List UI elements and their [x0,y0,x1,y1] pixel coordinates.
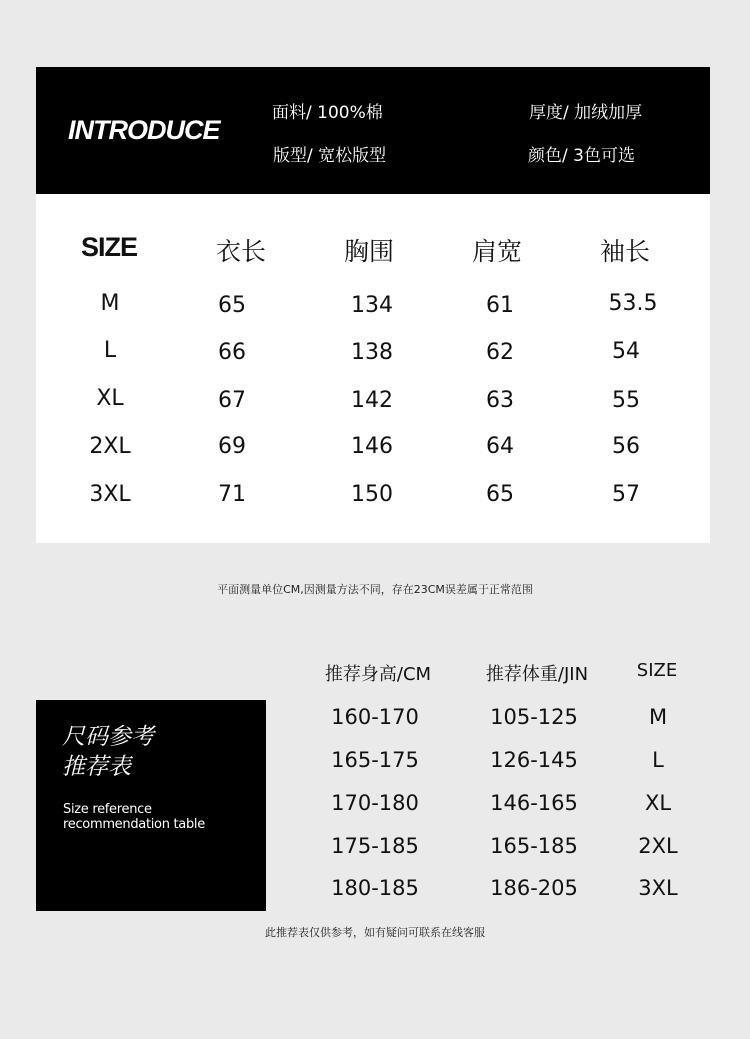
recommendation-cell: XL [644,791,672,815]
size-chart-cell: 69 [218,434,246,459]
size-chart-header: 袖长 [599,237,650,266]
size-reference-panel [36,700,266,911]
reference-title-line: 尺码参考 [62,724,154,750]
intro-title: INTRODUCE [68,115,220,145]
size-chart-cell: 150 [351,482,393,507]
recommendation-cell: L [652,748,664,772]
recommendation-header: 推荐身高/CM [324,664,432,685]
recommendation-cell: 186-205 [490,876,578,900]
size-chart-cell: 65 [218,293,246,318]
size-chart-table [36,194,710,543]
size-chart-cell: 65 [486,482,514,507]
size-chart-cell: 64 [486,434,514,459]
recommendation-cell: 160-170 [331,705,419,729]
recommendation-cell: 180-185 [331,876,419,900]
size-chart-cell: 67 [218,388,246,413]
color-spec: 颜色/ 3色可选 [528,146,635,166]
measurement-note: 平面测量单位CM,因测量方法不同，存在23CM误差属于正常范围 [217,583,533,596]
size-chart-cell: 54 [612,339,640,364]
size-chart-cell: L [103,338,117,363]
size-chart-cell: M [100,291,120,316]
recommendation-cell: 105-125 [490,705,578,729]
size-chart-cell: 63 [486,388,514,413]
size-chart-header: 胸围 [343,237,394,266]
reference-title [62,722,154,782]
intro-banner [36,67,710,194]
size-chart-cell: XL [96,386,124,411]
size-chart-header: 肩宽 [471,237,522,266]
recommendation-cell: 165-175 [331,748,419,772]
recommendation-header: SIZE [636,660,678,681]
size-chart-cell: 57 [612,482,640,507]
size-chart-cell: 146 [351,434,393,459]
size-chart-cell: 55 [612,388,640,413]
recommendation-header: 推荐体重/JIN [485,664,589,685]
fit-spec: 版型/ 宽松版型 [273,146,387,166]
recommendation-cell: 2XL [638,834,678,858]
size-chart-cell: 3XL [89,482,131,507]
recommendation-cell: 170-180 [331,791,419,815]
size-chart-cell: 56 [612,434,640,459]
size-chart-cell: 2XL [89,434,131,459]
recommendation-cell: M [648,705,668,729]
recommendation-cell: 165-185 [490,834,578,858]
recommendation-note: 此推荐表仅供参考，如有疑问可联系在线客服 [265,926,485,939]
size-chart-cell: 53.5 [608,291,658,316]
recommendation-cell: 126-145 [490,748,578,772]
size-chart-cell: 61 [486,293,514,318]
size-chart-header: SIZE [80,232,137,262]
reference-title-line: 推荐表 [62,754,131,780]
size-chart-cell: 142 [351,388,393,413]
fabric-spec: 面料/ 100%棉 [272,103,383,123]
size-chart-cell: 66 [218,340,246,365]
recommendation-cell: 3XL [638,876,678,900]
reference-subtitle-line: recommendation table [63,817,205,832]
recommendation-cell: 146-165 [490,791,578,815]
size-chart-cell: 62 [486,340,514,365]
recommendation-cell: 175-185 [331,834,419,858]
thickness-spec: 厚度/ 加绒加厚 [529,103,643,123]
size-chart-header: 衣长 [215,237,266,266]
reference-subtitle-line: Size reference [63,802,152,817]
size-chart-cell: 138 [351,340,393,365]
reference-subtitle [63,802,205,832]
size-chart-cell: 71 [218,482,246,507]
size-chart-cell: 134 [351,293,393,318]
